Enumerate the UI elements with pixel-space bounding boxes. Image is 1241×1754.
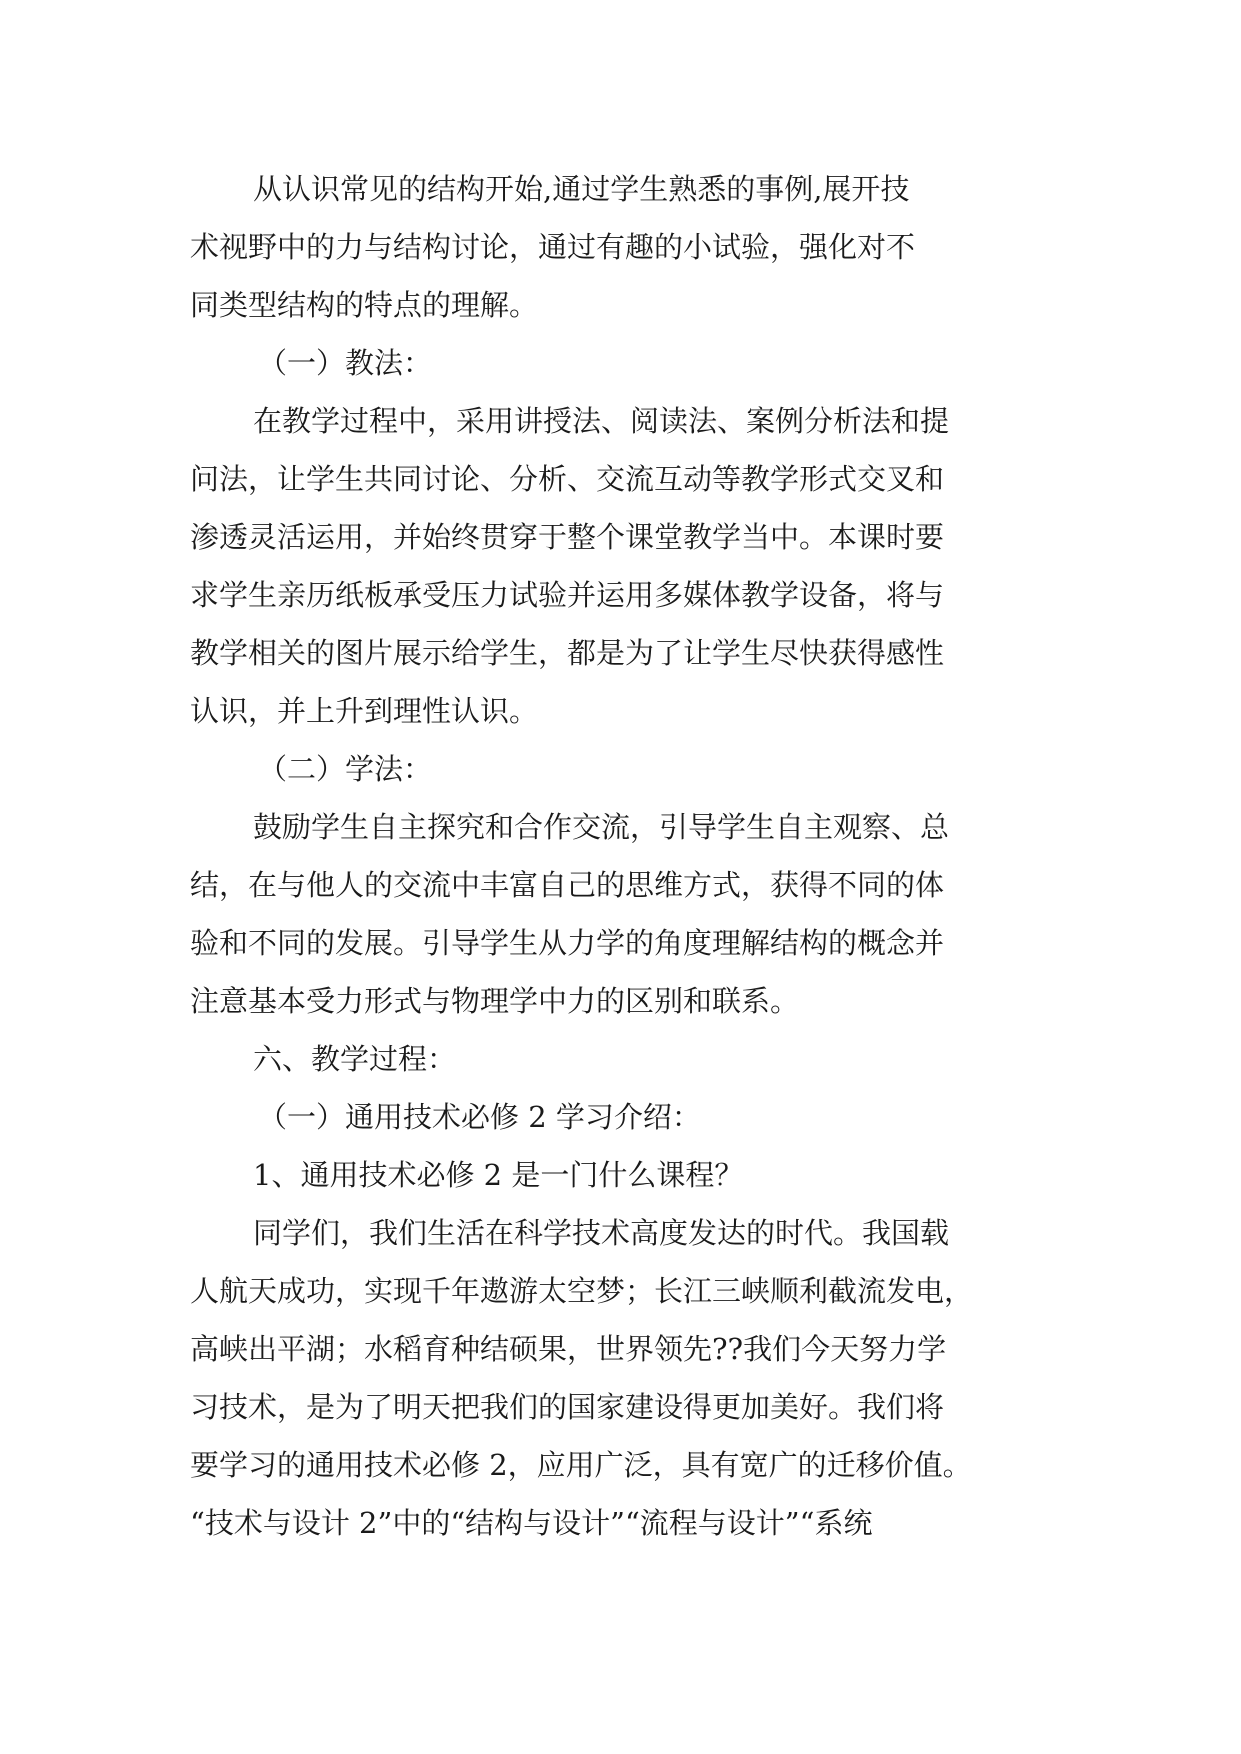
paragraph-line: 同学们，我们生活在科学技术高度发达的时代。我国载 (253, 1216, 950, 1250)
paragraph-line: 从认识常见的结构开始,通过学生熟悉的事例,展开技 (253, 172, 910, 206)
paragraph-line: 教学相关的图片展示给学生，都是为了让学生尽快获得感性 (190, 636, 945, 670)
paragraph-line: 问法，让学生共同讨论、分析、交流互动等教学形式交叉和 (190, 462, 945, 496)
paragraph-line: 同类型结构的特点的理解。 (190, 288, 539, 322)
section-heading: （二）学法： (258, 752, 433, 786)
paragraph-line: 术视野中的力与结构讨论，通过有趣的小试验，强化对不 (190, 230, 916, 264)
paragraph-line: 高峡出平湖；水稻育种结硕果，世界领先??我们今天努力学 (190, 1332, 947, 1366)
paragraph-line: 认识，并上升到理性认识。 (190, 694, 539, 728)
section-heading: （一）通用技术必修 2 学习介绍： (258, 1100, 701, 1134)
paragraph-line: 结，在与他人的交流中丰富自己的思维方式，获得不同的体 (190, 868, 945, 902)
subsection-heading: 1、通用技术必修 2 是一门什么课程？ (253, 1158, 744, 1192)
paragraph-line: 要学习的通用技术必修 2，应用广泛，具有宽广的迁移价值。 (190, 1448, 972, 1482)
paragraph-line: 鼓励学生自主探究和合作交流，引导学生自主观察、总 (253, 810, 950, 844)
paragraph-line: 渗透灵活运用，并始终贯穿于整个课堂教学当中。本课时要 (190, 520, 945, 554)
paragraph-line: 注意基本受力形式与物理学中力的区别和联系。 (190, 984, 800, 1018)
section-heading: （一）教法： (258, 346, 433, 380)
paragraph-line: “技术与设计 2”中的“结构与设计”“流程与设计”“系统 (190, 1506, 873, 1540)
paragraph-line: 验和不同的发展。引导学生从力学的角度理解结构的概念并 (190, 926, 945, 960)
paragraph-line: 习技术，是为了明天把我们的国家建设得更加美好。我们将 (190, 1390, 945, 1424)
paragraph-line: 在教学过程中，采用讲授法、阅读法、案例分析法和提 (253, 404, 950, 438)
section-heading: 六、教学过程： (253, 1042, 457, 1076)
paragraph-line: 人航天成功，实现千年遨游太空梦；长江三峡顺利截流发电， (190, 1274, 974, 1308)
paragraph-line: 求学生亲历纸板承受压力试验并运用多媒体教学设备，将与 (190, 578, 945, 612)
